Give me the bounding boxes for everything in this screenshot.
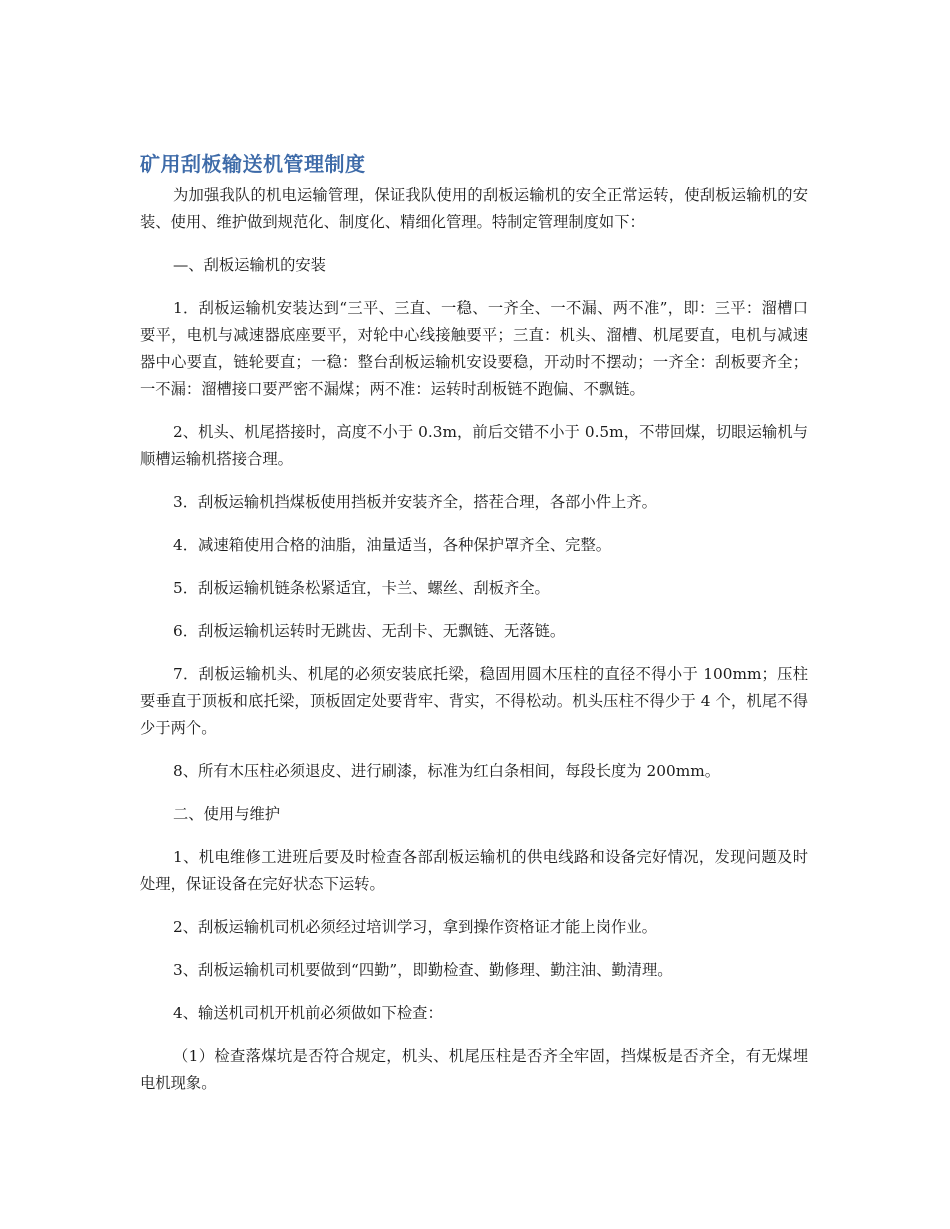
intro-paragraph: 为加强我队的机电运输管理，保证我队使用的刮板运输机的安全正常运转，使刮板运输机的安装、使用、维护做到规范化、制度化、精细化管理。特制定管理制度如下： — [140, 186, 808, 231]
usage-item-4: 4、输送机司机开机前必须做如下检查： — [173, 1004, 443, 1022]
usage-subitem-1: （1）检查落煤坑是否符合规定，机头、机尾压柱是否齐全牢固，挡煤板是否齐全，有无煤埋电机现象。 — [140, 1047, 808, 1092]
installation-item-1: 1．刮板运输机安装达到“三平、三直、一稳、一齐全、一不漏、两不准”，即：三平：溜槽口要平，电机与减速器底座要平，对轮中心线接触要平；三直：机头、溜槽、机尾要直，电机与减速器中心要直，链轮要直；一稳：整台刮板运输机安设要稳，开动时不摆动；一齐全：刮板要齐全；一不漏：溜槽接口要严密不漏煤；两不准：运转时刮板链不跑偏、不飘链。 — [140, 299, 808, 398]
installation-item-2: 2、机头、机尾搭接时，高度不小于 0.3m，前后交错不小于 0.5m，不带回煤，切眼运输机与顺槽运输机搭接合理。 — [140, 423, 808, 468]
installation-item-6: 6．刮板运输机运转时无跳齿、无刮卡、无飘链、无落链。 — [173, 622, 566, 640]
installation-item-8: 8、所有木压柱必须退皮、进行刷漆，标准为红白条相间，每段长度为 200mm。 — [173, 762, 721, 780]
usage-item-3: 3、刮板运输机司机要做到“四勤”，即勤检查、勤修理、勤注油、勤清理。 — [173, 961, 673, 979]
usage-item-2: 2、刮板运输机司机必须经过培训学习，拿到操作资格证才能上岗作业。 — [173, 918, 657, 936]
usage-item-1: 1、机电维修工进班后要及时检查各部刮板运输机的供电线路和设备完好情况，发现问题及时处理，保证设备在完好状态下运转。 — [140, 848, 808, 893]
installation-item-7: 7．刮板运输机头、机尾的必须安装底托梁，稳固用圆木压柱的直径不得小于 100mm；压柱要垂直于顶板和底托梁，顶板固定处要背牢、背实，不得松动。机头压柱不得少于 4 个，机尾不得少于两个。 — [140, 665, 808, 737]
installation-item-3: 3．刮板运输机挡煤板使用挡板并安装齐全，搭茬合理，各部小件上齐。 — [173, 493, 657, 511]
installation-item-4: 4．减速箱使用合格的油脂，油量适当，各种保护罩齐全、完整。 — [173, 536, 612, 554]
section-heading-usage-maintenance: 二、使用与维护 — [173, 805, 281, 823]
installation-item-5: 5．刮板运输机链条松紧适宜，卡兰、螺丝、刮板齐全。 — [173, 579, 550, 597]
document-title: 矿用刮板输送机管理制度 — [140, 152, 366, 176]
document-page — [140, 150, 808, 1113]
section-heading-installation: —、刮板运输机的安装 — [173, 256, 326, 274]
